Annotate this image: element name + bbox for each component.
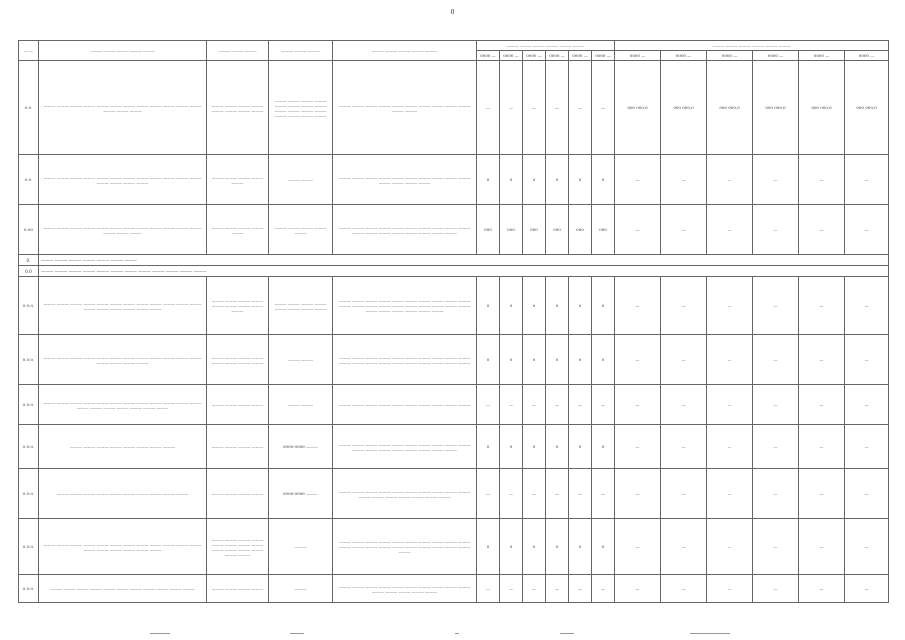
row-ind: — [546,61,569,155]
row-ind: — [592,385,615,425]
row-result: ——— ——— ——— ——— ——— ——— ——— ——— ——— ——— ——— ——— [333,61,477,155]
row-result: ——— ——— ——— ——— ——— ——— ——— ——— ——— ——— ——— ——— ——— ——— ——— ——— ——— ——— ——— ——— ——— [333,519,477,575]
row-ind: — [523,385,546,425]
row-bud: — [615,425,661,469]
row-responsible: ——— ——— ——— ——— [207,425,269,469]
row-bud: — [799,155,845,205]
table-row [19,205,889,255]
row-bud: — [845,205,889,255]
row-measure: ——— ——— ——— ——— ——— ——— ——— ——— ——— ——— ——— ——— ——— ——— ——— ——— [39,335,207,385]
row-ind: — [500,61,523,155]
row-bud: — [707,469,753,519]
row-bud: — [661,425,707,469]
row-ind: 0 [523,335,546,385]
row-bud: — [799,425,845,469]
header-result: ——— ——— ——— ——— ——— [333,41,477,61]
header-no: — — [19,41,39,61]
row-term: ——— ——— [269,155,333,205]
table-row [19,155,889,205]
row-measure: ——— ——— ——— ——— ——— ——— ——— ——— ——— ——— [39,469,207,519]
row-term: ——— ——— ——— ——— ——— [269,205,333,255]
row-ind: — [592,575,615,603]
year-ind: 0000 — [500,51,523,61]
row-result: ——— ——— ——— ——— ——— ——— ——— ——— ——— ——— ——— ——— ——— ——— ——— [333,575,477,603]
row-bud: — [799,277,845,335]
row-ind: 000 [569,205,592,255]
table-row [19,425,889,469]
row-ind: 0 [477,425,500,469]
row-measure: ——— ——— ——— ——— ——— ——— ——— ——— ——— ——— ——— [39,575,207,603]
row-result: ——— ——— ——— ——— ——— ——— ——— ——— ——— ——— ——— ——— ——— ——— [333,155,477,205]
row-bud: — [753,205,799,255]
row-ind: 0 [592,335,615,385]
row-responsible: ——— ——— ——— ——— ——— ——— ——— ——— [207,335,269,385]
row-responsible: ——— ——— ——— ——— ——— [207,205,269,255]
row-bud: — [707,277,753,335]
table-row [19,61,889,155]
section-no: 0. [19,255,39,266]
row-ind: 0 [569,277,592,335]
row-ind: 0 [546,335,569,385]
row-responsible: ——— ——— ——— ——— [207,385,269,425]
year-bud: 0000 — [615,51,661,61]
row-ind: 0 [477,155,500,205]
row-ind: — [546,385,569,425]
row-ind: 0 [569,155,592,205]
section-title: ——— ——— ——— ——— ——— ——— ——— ——— ——— ——— ——— ——— [39,266,889,277]
row-bud: — [799,385,845,425]
row-responsible: ——— ——— ——— ——— [207,469,269,519]
row-bud: — [799,469,845,519]
row-ind: 0 [546,277,569,335]
row-bud: — [753,575,799,603]
row-bud: — [799,519,845,575]
header-term: ——— ——— ——— [269,41,333,61]
page-number: 0 [450,9,455,16]
footer-mark [150,633,170,634]
footer-mark [560,633,574,634]
row-bud: — [799,335,845,385]
row-term: ——— ——— [269,335,333,385]
row-result: ——— ——— ——— ——— ——— ——— ——— ——— ——— ——— ——— ——— ——— ——— ——— ——— ——— ——— [333,205,477,255]
row-responsible: ——— ——— ——— ——— [207,575,269,603]
row-bud: 000 000,0 [753,61,799,155]
row-ind: — [569,575,592,603]
row-bud: — [845,425,889,469]
row-ind: 0 [523,425,546,469]
row-bud: — [845,335,889,385]
row-bud: — [707,425,753,469]
table-row [19,335,889,385]
row-ind: 0 [592,519,615,575]
row-measure: ——— ——— ——— ——— ——— ——— ——— ——— ——— ——— ——— ——— ——— ——— ——— [39,205,207,255]
row-bud: — [707,205,753,255]
row-ind: — [569,469,592,519]
row-ind: — [477,469,500,519]
row-measure: ——— ——— ——— ——— ——— ——— ——— ——— [39,425,207,469]
row-bud: — [753,425,799,469]
section-row [19,255,889,266]
row-ind: 0 [500,277,523,335]
row-result: ——— ——— ——— ——— ——— ——— ——— ——— ——— ——— ——— ——— ——— ——— ——— ——— ——— ——— [333,425,477,469]
row-bud: — [845,519,889,575]
row-bud: — [707,155,753,205]
row-no: 0.0.0. [19,385,39,425]
row-bud: — [615,335,661,385]
row-bud: — [615,519,661,575]
row-ind: — [477,61,500,155]
row-ind: — [569,61,592,155]
row-bud: — [753,155,799,205]
year-ind: 0000 — [523,51,546,61]
header-responsible: ——— ——— ——— [207,41,269,61]
year-ind: 0000 — [569,51,592,61]
row-term: 0000-0000 ——— [269,425,333,469]
row-bud: — [661,575,707,603]
row-ind: 000 [477,205,500,255]
row-ind: 0 [569,335,592,385]
row-measure: ——— ——— ——— ——— ——— ——— ——— ——— ——— ——— ——— ——— ——— ——— ——— ——— ——— ——— ——— [39,385,207,425]
row-term: ——— [269,519,333,575]
row-ind: — [500,469,523,519]
year-bud: 0000 — [799,51,845,61]
row-ind: 0 [523,277,546,335]
row-ind: 0 [592,155,615,205]
row-no: 0.0.0. [19,575,39,603]
section-no: 0.0 [19,266,39,277]
year-ind: 0000 — [592,51,615,61]
row-ind: 0 [592,425,615,469]
row-bud: — [661,205,707,255]
table-row [19,469,889,519]
row-bud: — [615,385,661,425]
row-bud: — [661,277,707,335]
row-bud: — [799,205,845,255]
row-ind: 0 [546,155,569,205]
row-ind: — [546,469,569,519]
row-ind: — [569,385,592,425]
row-bud: — [753,469,799,519]
row-no: 0.0.0. [19,335,39,385]
row-bud: — [753,519,799,575]
row-no: 0.00 [19,205,39,255]
table-row [19,575,889,603]
row-ind: 0 [546,425,569,469]
row-no: 0.0.0. [19,519,39,575]
row-bud: — [845,277,889,335]
row-bud: — [707,335,753,385]
row-bud: 000 000,0 [845,61,889,155]
table-row [19,385,889,425]
row-responsible: ——— ——— ——— ——— ——— ——— ——— ——— ——— ——— ——— ——— ——— ——— [207,519,269,575]
year-ind: 0000 — [546,51,569,61]
row-bud: — [845,155,889,205]
row-ind: 000 [500,205,523,255]
measures-table [18,40,889,603]
row-result: ——— ——— ——— ——— ——— ——— ——— ——— ——— ——— ——— ——— ——— ——— ——— ——— ——— [333,469,477,519]
row-measure: ——— ——— ——— ——— ——— ——— ——— ——— ——— ——— ——— ——— ——— ——— ——— ——— ——— ——— [39,519,207,575]
row-bud: — [661,155,707,205]
row-term: ——— ——— [269,385,333,425]
row-ind: — [523,469,546,519]
row-responsible: ——— ——— ——— ——— ——— ——— ——— ——— [207,61,269,155]
row-term: 0000-0000 ——— [269,469,333,519]
row-term: ——— ——— ——— ——— ——— ——— ——— ——— ——— ——— ——— ——— ——— ——— ——— ——— [269,61,333,155]
row-bud: — [615,469,661,519]
row-ind: 0 [477,277,500,335]
row-bud: — [845,575,889,603]
row-ind: 0 [569,519,592,575]
row-ind: — [523,575,546,603]
row-ind: 000 [546,205,569,255]
row-ind: — [592,61,615,155]
row-bud: — [753,385,799,425]
section-title: ——— ——— ——— ——— ——— ——— ——— [39,255,889,266]
row-bud: — [661,385,707,425]
row-ind: 0 [592,277,615,335]
header-indicators: ——— ——— ——— ——— ——— ——— [477,41,615,51]
year-bud: 0000 — [753,51,799,61]
row-bud: — [845,385,889,425]
row-ind: — [523,61,546,155]
row-bud: — [845,469,889,519]
row-bud: — [707,385,753,425]
row-no: 0.0.0. [19,425,39,469]
row-ind: — [500,385,523,425]
row-ind: 0 [477,335,500,385]
row-ind: 000 [592,205,615,255]
row-bud: 000 000,0 [615,61,661,155]
header-measure: ——— ——— ——— ——— ——— [39,41,207,61]
table-row [19,519,889,575]
row-bud: — [615,277,661,335]
year-bud: 0000 — [707,51,753,61]
row-ind: 0 [477,519,500,575]
row-ind: 0 [569,425,592,469]
table-row [19,277,889,335]
row-bud: 000 000,0 [707,61,753,155]
row-bud: — [615,155,661,205]
year-bud: 0000 — [661,51,707,61]
row-ind: — [546,575,569,603]
row-ind: 0 [523,155,546,205]
row-result: ——— ——— ——— ——— ——— ——— ——— ——— ——— ——— ——— ——— ——— ——— ——— ——— ——— ——— ——— ——— [333,335,477,385]
row-bud: — [753,335,799,385]
row-ind: 0 [500,155,523,205]
row-ind: 0 [523,519,546,575]
row-measure: ——— ——— ——— ——— ——— ——— ——— ——— ——— ——— ——— ——— ——— ——— ——— ——— [39,155,207,205]
row-ind: 000 [523,205,546,255]
row-result: ——— ——— ——— ——— ——— ——— ——— ——— ——— ——— ——— ——— ——— ——— ——— ——— ——— ——— ——— ——— ——— ——— ——— ——— ——— ——— [333,277,477,335]
footer-mark [455,633,459,634]
row-term: ——— ——— ——— ——— ——— ——— ——— ——— [269,277,333,335]
section-row [19,266,889,277]
row-no: 0.0.0. [19,469,39,519]
year-bud: 0000 — [845,51,889,61]
row-bud: — [707,519,753,575]
year-ind: 0000 — [477,51,500,61]
row-ind: 0 [500,425,523,469]
footer-mark [290,633,304,634]
row-ind: 0 [546,519,569,575]
row-bud: — [753,277,799,335]
row-bud: — [707,575,753,603]
row-bud: — [799,575,845,603]
row-no: 0.0. [19,155,39,205]
row-ind: — [477,385,500,425]
row-bud: 000 000,0 [661,61,707,155]
row-result: ——— ——— ——— ——— ——— ——— ——— ——— ——— ——— [333,385,477,425]
header-budget: ——— ——— ——— ——— ——— ——— [615,41,889,51]
row-measure: ——— ——— ——— ——— ——— ——— ——— ——— ——— ——— ——— ——— ——— ——— ——— ——— ——— ——— [39,277,207,335]
row-bud: — [615,575,661,603]
row-ind: — [592,469,615,519]
row-bud: — [661,469,707,519]
row-bud: — [615,205,661,255]
footer-mark [690,633,730,634]
row-ind: 0 [500,335,523,385]
row-measure: ——— ——— ——— ——— ——— ——— ——— ——— ——— ——— ——— ——— ——— ——— ——— [39,61,207,155]
row-no: 0.0.0. [19,277,39,335]
row-bud: — [661,519,707,575]
row-responsible: ——— ——— ——— ——— ——— [207,155,269,205]
row-ind: 0 [500,519,523,575]
row-no: 0.0. [19,61,39,155]
row-responsible: ——— ——— ——— ——— ——— ——— ——— ——— ——— [207,277,269,335]
row-ind: — [477,575,500,603]
row-term: ——— [269,575,333,603]
row-ind: — [500,575,523,603]
row-bud: 000 000,0 [799,61,845,155]
row-bud: — [661,335,707,385]
